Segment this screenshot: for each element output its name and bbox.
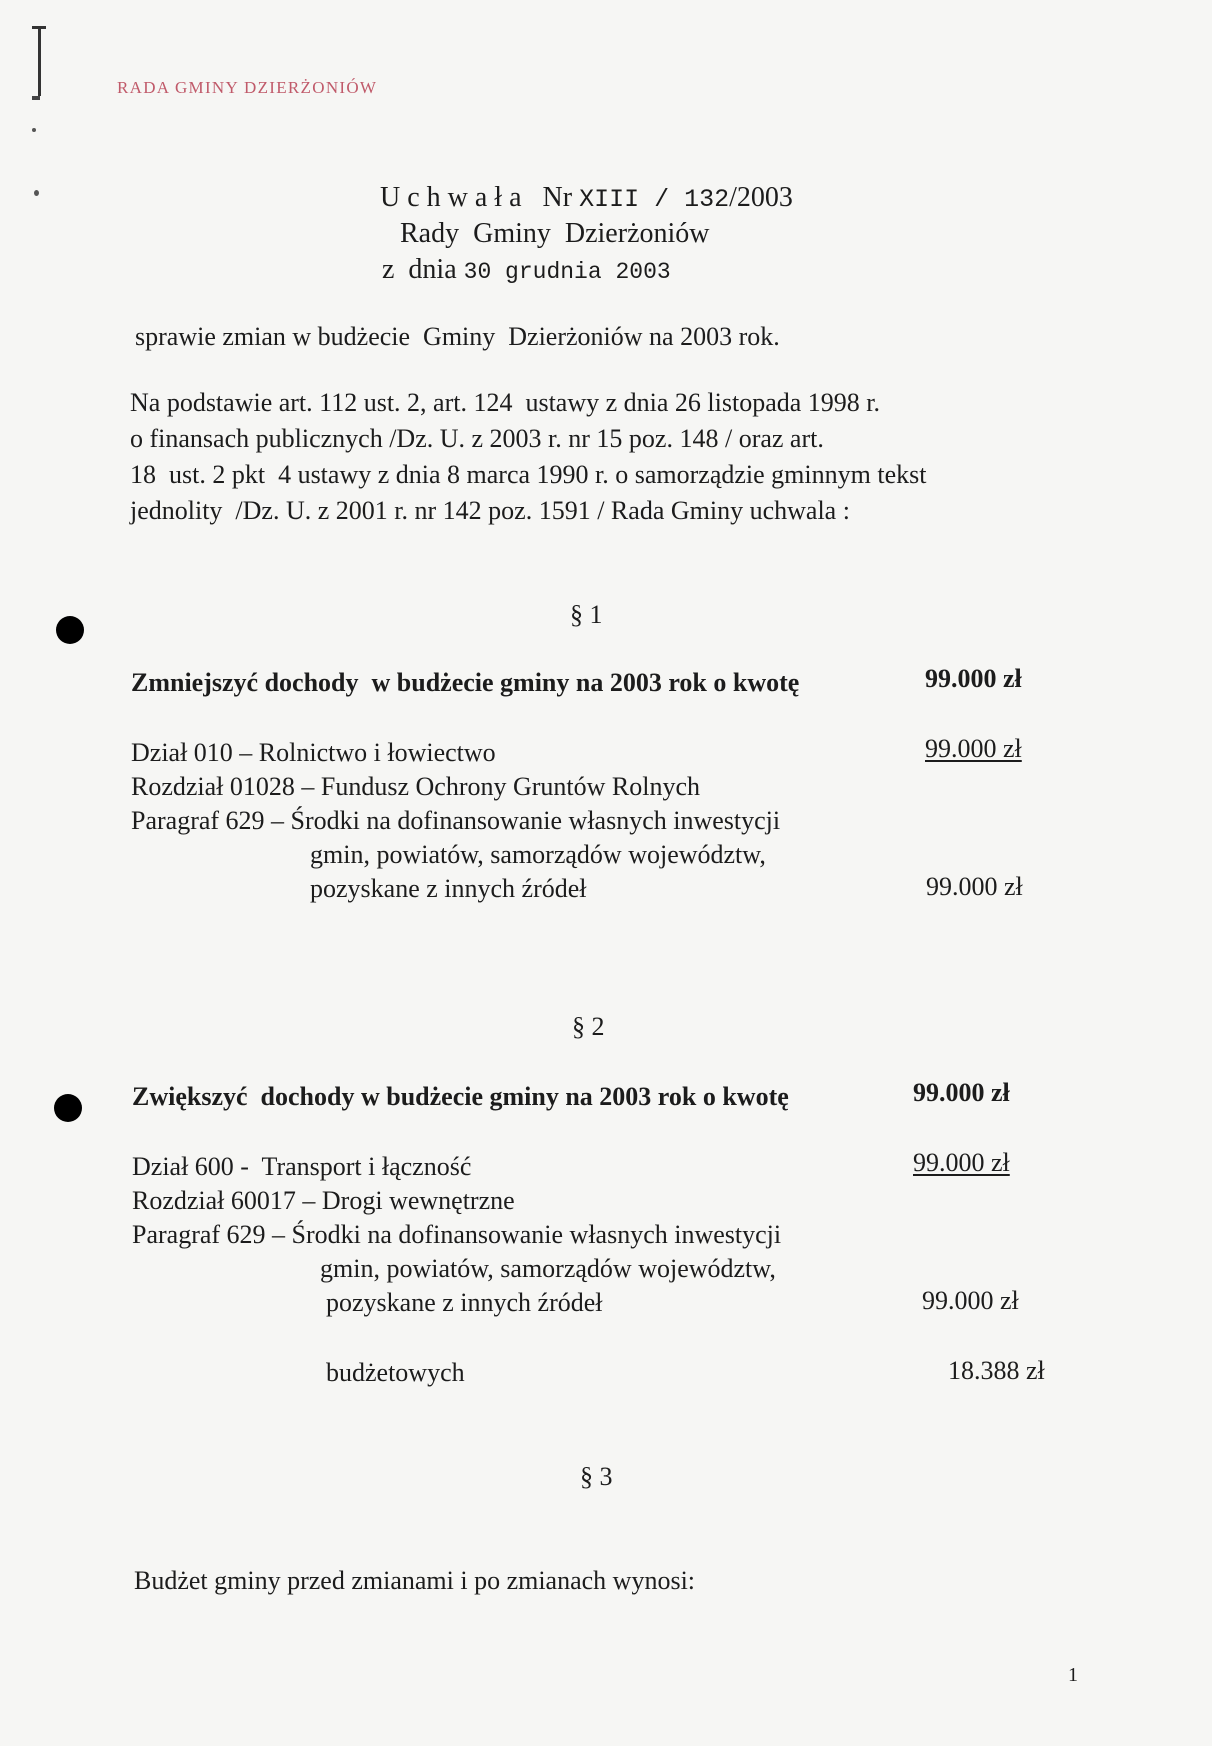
- section-2-paragraf-cont: pozyskane z innych źródeł: [326, 1288, 603, 1317]
- scan-speck: [34, 190, 39, 196]
- section-1-mark: § 1: [570, 600, 603, 629]
- section-2-mark: § 2: [572, 1012, 605, 1041]
- section-1-paragraf-amount: 99.000 zł: [926, 872, 1023, 901]
- council-stamp: RADA GMINY DZIERŻONIÓW: [117, 78, 378, 97]
- title-prefix: U c h w a ł a Nr: [380, 182, 573, 213]
- section-2-extra-amount: 18.388 zł: [948, 1356, 1045, 1385]
- binder-mark: [38, 26, 41, 96]
- legal-basis-line: 18 ust. 2 pkt 4 ustawy z dnia 8 marca 1990 r. o samorządzie gminnym tekst: [130, 460, 927, 489]
- resolution-date: [382, 254, 671, 286]
- section-1-heading: Zmniejszyć dochody w budżecie gminy na 2003 rok o kwotę: [131, 668, 800, 697]
- section-2-paragraf: Paragraf 629 – Środki na dofinansowanie własnych inwestycji: [132, 1220, 782, 1249]
- section-2-rozdzial: Rozdział 60017 – Drogi wewnętrzne: [132, 1186, 515, 1215]
- section-2-heading-amount: 99.000 zł: [913, 1078, 1010, 1107]
- section-2-extra-label: budżetowych: [326, 1358, 465, 1387]
- section-1-dzial: Dział 010 – Rolnictwo i łowiectwo: [131, 738, 496, 767]
- section-3-text: Budżet gminy przed zmianami i po zmianach wynosi:: [134, 1566, 696, 1595]
- date-prefix: z dnia: [382, 254, 457, 285]
- section-2-dzial: Dział 600 - Transport i łączność: [132, 1152, 472, 1181]
- legal-basis-line: o finansach publicznych /Dz. U. z 2003 r. nr 15 poz. 148 / oraz art.: [130, 424, 824, 453]
- council-name: Rady Gminy Dzierżoniów: [400, 218, 710, 249]
- section-1-paragraf-cont: gmin, powiatów, samorządów województw,: [310, 840, 766, 869]
- section-1-paragraf: Paragraf 629 – Środki na dofinansowanie własnych inwestycji: [131, 806, 781, 835]
- section-2-dzial-amount: 99.000 zł: [913, 1148, 1010, 1177]
- section-1-rozdzial: Rozdział 01028 – Fundusz Ochrony Gruntów Rolnych: [131, 772, 701, 801]
- date-value: 30 grudnia 2003: [463, 259, 671, 285]
- section-1-heading-amount: 99.000 zł: [925, 664, 1022, 693]
- resolution-subject: sprawie zmian w budżecie Gminy Dzierżoniów na 2003 rok.: [135, 322, 780, 351]
- section-3-mark: § 3: [580, 1462, 613, 1491]
- section-1-paragraf-cont: pozyskane z innych źródeł: [310, 874, 587, 903]
- punch-hole-bottom: [54, 1094, 82, 1122]
- title-suffix: /2003: [729, 182, 793, 213]
- section-2-heading: Zwiększyć dochody w budżecie gminy na 2003 rok o kwotę: [132, 1082, 789, 1111]
- punch-hole-top: [56, 616, 84, 644]
- binder-mark-top: [32, 26, 46, 29]
- scan-speck: [32, 128, 36, 132]
- legal-basis-line: Na podstawie art. 112 ust. 2, art. 124 ustawy z dnia 26 listopada 1998 r.: [130, 388, 881, 417]
- title-number: XIII / 132: [579, 185, 730, 214]
- legal-basis-line: jednolity /Dz. U. z 2001 r. nr 142 poz. 1591 / Rada Gminy uchwala :: [130, 496, 850, 525]
- page-number: 1: [1068, 1664, 1078, 1686]
- section-1-dzial-amount: 99.000 zł: [925, 734, 1022, 763]
- binder-mark-foot: [32, 96, 40, 100]
- resolution-title: [380, 182, 793, 214]
- section-2-paragraf-amount: 99.000 zł: [922, 1286, 1019, 1315]
- section-2-paragraf-cont: gmin, powiatów, samorządów województw,: [320, 1254, 776, 1283]
